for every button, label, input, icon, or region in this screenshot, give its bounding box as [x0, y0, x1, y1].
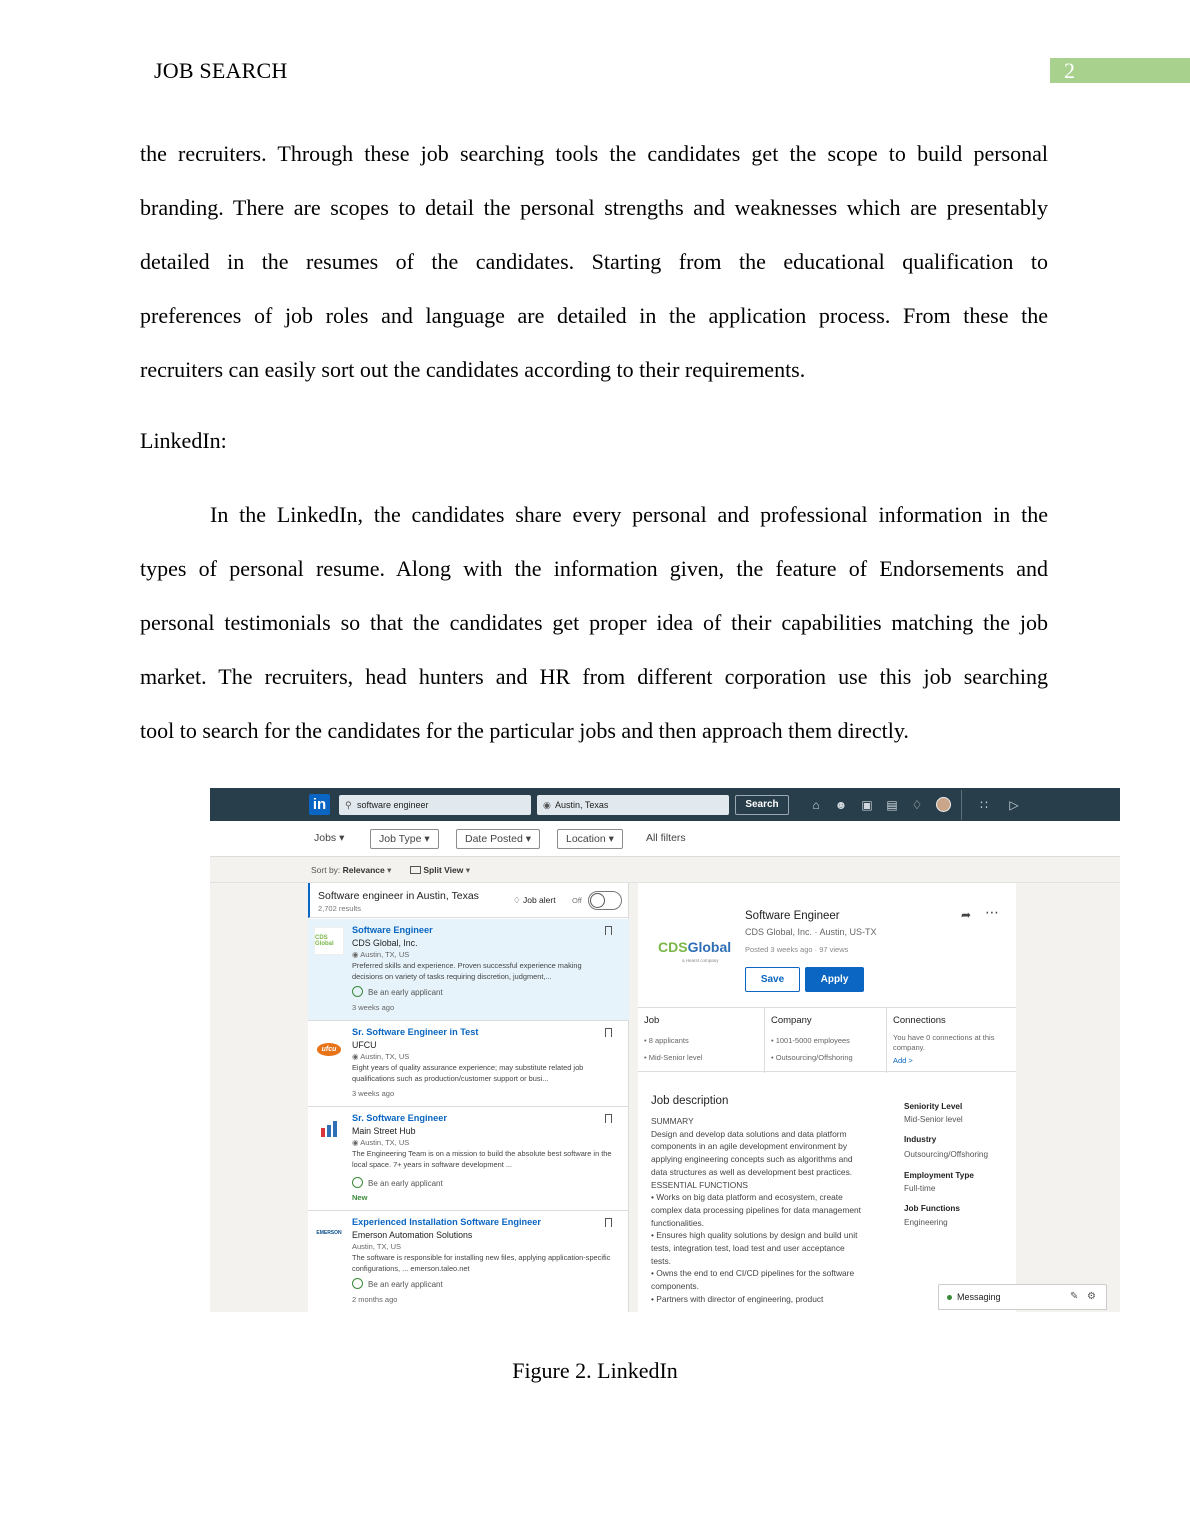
results-count: 2,702 results: [318, 904, 361, 913]
location-search-value: Austin, Texas: [555, 800, 609, 810]
date-posted-filter[interactable]: Date Posted ▾: [456, 829, 540, 849]
jd-line: Design and develop data solutions and data platform: [651, 1128, 847, 1139]
search-icon: ⚲: [345, 800, 352, 810]
connections-heading: Connections: [893, 1015, 946, 1026]
jd-line: components in an agile development environment by: [651, 1141, 848, 1152]
results-header: [308, 883, 629, 918]
nav-divider: [961, 790, 962, 820]
job-alert-state: Off: [572, 896, 582, 905]
job-location-text: Austin, TX, US: [360, 950, 410, 959]
paragraph-line: detailed in the resumes of the candidates. Starting from the educational qualification to: [140, 249, 1048, 274]
connections-text: You have 0 connections at this company.: [893, 1033, 995, 1052]
seniority-label: Seniority Level: [904, 1102, 963, 1111]
online-status-icon: [947, 1295, 952, 1300]
linkedin-top-nav: [210, 788, 1120, 821]
paragraph-line: recruiters can easily sort out the candidates according to their requirements.: [140, 357, 806, 382]
job-type-filter[interactable]: Job Type ▾: [370, 829, 439, 849]
results-list: [308, 883, 629, 1312]
detail-job-title: Software Engineer: [745, 910, 840, 922]
sort-value: Relevance: [342, 865, 385, 875]
location-pin-icon: ◉: [543, 800, 551, 810]
job-card[interactable]: [308, 1107, 629, 1211]
page-number: 2: [1064, 58, 1075, 83]
date-posted-label: Date Posted: [465, 833, 523, 845]
logo-subtext: a Hearst company: [682, 958, 719, 963]
job-title-link[interactable]: Experienced Installation Software Engineer: [352, 1217, 541, 1227]
company-insights-heading: Company: [771, 1015, 812, 1026]
jd-line: SUMMARY: [651, 1116, 694, 1126]
job-insights-heading: Job: [644, 1015, 660, 1026]
job-description-body: [651, 1115, 891, 1306]
compose-icon[interactable]: ✎: [1070, 1291, 1079, 1302]
settings-gear-icon[interactable]: ⚙: [1087, 1291, 1096, 1302]
job-insights-grid: [638, 1007, 1016, 1072]
job-posted-time: 3 weeks ago: [352, 1003, 395, 1012]
job-title-link[interactable]: Software Engineer: [352, 925, 433, 935]
sort-dropdown[interactable]: Sort by: Relevance ▾: [311, 865, 392, 875]
paragraph-line: personal testimonials so that the candidates get proper idea of their capabilities matching the job: [140, 610, 1048, 635]
bookmark-icon[interactable]: [605, 926, 612, 935]
job-company: Emerson Automation Solutions: [352, 1230, 473, 1240]
industry-value: Outsourcing/Offshoring: [904, 1150, 989, 1159]
early-applicant: [352, 986, 443, 997]
job-snippet: Preferred skills and experience. Proven successful experience making decisions on variety of tasks requiring discretion, judgment,...: [352, 961, 582, 981]
bookmark-icon[interactable]: [605, 1028, 612, 1037]
company-insights-col: [764, 1008, 886, 1073]
job-company: CDS Global, Inc.: [352, 938, 418, 948]
messaging-bar[interactable]: [938, 1284, 1107, 1310]
running-head: JOB SEARCH: [154, 58, 288, 83]
linkedin-logo[interactable]: in: [309, 794, 330, 815]
paragraph-line: the recruiters. Through these job searching tools the candidates get the scope to build personal: [140, 141, 1048, 166]
job-description-title: Job description: [651, 1095, 729, 1107]
detail-company-logo: [658, 939, 732, 965]
paragraph-line: preferences of job roles and language are detailed in the application process. From these the: [140, 303, 1048, 328]
figure-caption: Figure 2. LinkedIn: [512, 1358, 678, 1383]
network-icon[interactable]: ☻: [834, 798, 848, 812]
paragraph-line: In the LinkedIn, the candidates share every personal and professional information in the: [210, 502, 1048, 527]
job-functions-value: Engineering: [904, 1218, 948, 1227]
job-snippet: The software is responsible for installing new files, applying application-specific configurations, ... emerson.taleo.net: [352, 1253, 611, 1273]
bookmark-icon[interactable]: [605, 1218, 612, 1227]
job-snippet: The Engineering Team is on a mission to build the absolute best software in the local space. 7+ years in software development ...: [352, 1149, 612, 1169]
keyword-search-value: software engineer: [357, 800, 429, 810]
clock-icon: [352, 1278, 363, 1289]
job-insight-item: • Mid-Senior level: [644, 1053, 703, 1062]
toggle-knob: [590, 893, 605, 908]
jd-line: complex data processing pipelines for data management: [651, 1204, 861, 1215]
company-logo: [314, 1115, 344, 1143]
jd-line: • Works on big data platform and ecosystem, create: [651, 1192, 843, 1203]
early-applicant-text: Be an early applicant: [368, 1280, 443, 1289]
save-button[interactable]: Save: [745, 967, 800, 992]
split-view-icon: [410, 866, 421, 874]
company-logo: [314, 927, 344, 955]
view-dropdown[interactable]: Split View ▾: [410, 857, 470, 883]
jd-line: functionalities.: [651, 1217, 705, 1228]
job-alert-text: Job alert: [522, 895, 556, 905]
job-company: Main Street Hub: [352, 1126, 416, 1136]
results-title: Software engineer in Austin, Texas: [318, 890, 479, 902]
location-filter-label: Location: [566, 833, 606, 845]
page-number-box: [1050, 58, 1190, 83]
connections-col: [886, 1008, 1016, 1073]
keyword-search-input[interactable]: [339, 795, 531, 815]
home-icon[interactable]: ⌂: [812, 798, 820, 812]
sort-label: Sort by:: [311, 865, 341, 875]
search-button[interactable]: Search: [735, 795, 789, 815]
job-alert-label: ♢ Job alert: [513, 895, 556, 905]
industry-label: Industry: [904, 1135, 937, 1144]
early-applicant-text: Be an early applicant: [368, 1179, 443, 1188]
early-applicant-text: Be an early applicant: [368, 988, 443, 997]
sort-bar: [210, 857, 1120, 883]
all-filters-button[interactable]: All filters: [646, 832, 686, 844]
job-company: UFCU: [352, 1040, 377, 1050]
view-label: Split View: [423, 865, 464, 875]
job-location: ◉ Austin, TX, US: [352, 950, 410, 959]
share-icon[interactable]: ➦: [961, 908, 972, 922]
jobs-icon[interactable]: ▣: [861, 798, 873, 812]
employment-type-label: Employment Type: [904, 1171, 974, 1180]
jd-line: tests.: [651, 1255, 672, 1266]
seniority-value: Mid-Senior level: [904, 1115, 963, 1124]
logo-cds-text: CDS: [658, 939, 688, 955]
paragraph-line: tool to search for the candidates for the particular jobs and then approach them directly.: [140, 718, 909, 743]
jd-line: • Partners with director of engineering, product: [651, 1293, 824, 1304]
messaging-icon[interactable]: ▤: [886, 798, 898, 812]
more-options-icon[interactable]: ⋯: [985, 904, 1000, 920]
logo-global-text: Global: [687, 939, 732, 955]
company-insight-item: • Outsourcing/Offshoring: [771, 1053, 853, 1062]
section-heading: LinkedIn:: [140, 428, 227, 453]
job-posted-time: 2 months ago: [352, 1295, 398, 1304]
company-logo: [314, 1219, 344, 1247]
job-card[interactable]: [308, 1021, 629, 1107]
job-location-text: Austin, TX, US: [360, 1138, 410, 1147]
company-logo: [314, 1035, 344, 1063]
learning-icon[interactable]: ▷: [1009, 798, 1019, 812]
employment-type-value: Full-time: [904, 1184, 936, 1193]
job-posted-time: New: [352, 1193, 368, 1202]
job-detail-pane: [638, 883, 1016, 1312]
paragraph-line: types of personal resume. Along with the information given, the feature of Endorsements and: [140, 556, 1048, 581]
bar-chart-logo-icon: [320, 1121, 338, 1137]
jd-line: • Owns the end to end CI/CD pipelines for the software: [651, 1268, 855, 1279]
job-snippet: Eight years of quality assurance experience; may substitute related job qualifications such as production/customer support or busi...: [352, 1063, 584, 1083]
paragraph-line: branding. There are scopes to detail the personal strengths and weaknesses which are presentably: [140, 195, 1048, 220]
job-insight-item: • 8 applicants: [644, 1036, 689, 1045]
location-filter[interactable]: Location ▾: [557, 829, 623, 849]
job-location: ◉ Austin, TX, US: [352, 1138, 410, 1147]
filter-bar: [210, 821, 1120, 857]
company-logo-text: ufcu: [317, 1043, 342, 1056]
profile-avatar[interactable]: [936, 797, 951, 812]
job-location: ◉ Austin, TX, US: [352, 1052, 410, 1061]
paragraph-1: [140, 139, 1048, 409]
messaging-label: Messaging: [957, 1292, 1001, 1302]
job-alert-toggle[interactable]: [588, 891, 622, 910]
job-location: Austin, TX, US: [352, 1242, 402, 1251]
jd-line: tests, integration test, load test and user acceptance: [651, 1243, 845, 1254]
jd-line: ESSENTIAL FUNCTIONS: [651, 1179, 748, 1190]
clock-icon: [352, 1177, 363, 1188]
company-logo-text: EMERSON: [316, 1230, 342, 1236]
job-type-label: Job Type: [379, 833, 422, 845]
early-applicant: [352, 1177, 443, 1188]
job-card[interactable]: [308, 919, 629, 1021]
detail-company-line: CDS Global, Inc. · Austin, US-TX: [745, 927, 877, 937]
job-functions-label: Job Functions: [904, 1204, 960, 1213]
jd-line: data structures as well as development best practices.: [651, 1166, 853, 1177]
early-applicant: [352, 1278, 443, 1289]
jobs-dropdown[interactable]: Jobs ▾: [314, 832, 345, 844]
job-card[interactable]: [308, 1211, 629, 1312]
company-insight-item: • 1001-5000 employees: [771, 1036, 850, 1045]
jd-line: • Ensures high quality solutions by design and build unit: [651, 1230, 858, 1241]
linkedin-screenshot: [210, 788, 1120, 1312]
jobs-dropdown-label: Jobs: [314, 832, 337, 844]
detail-posted: Posted 3 weeks ago · 97 views: [745, 945, 849, 954]
company-logo-text: CDS Global: [315, 935, 334, 947]
apply-button[interactable]: Apply: [805, 967, 864, 992]
job-title-link[interactable]: Sr. Software Engineer: [352, 1113, 447, 1123]
bookmark-icon[interactable]: [605, 1114, 612, 1123]
job-posted-time: 3 weeks ago: [352, 1089, 395, 1098]
location-search-input[interactable]: [537, 795, 729, 815]
job-location-text: Austin, TX, US: [360, 1052, 410, 1061]
jd-line: components.: [651, 1281, 699, 1292]
paragraph-line: market. The recruiters, head hunters and HR from different corporation use this job searching: [140, 664, 1048, 689]
jd-line: applying engineering concepts such as algorithms and: [651, 1154, 853, 1165]
notifications-icon[interactable]: ♢: [911, 798, 923, 812]
clock-icon: [352, 986, 363, 997]
apps-grid-icon[interactable]: ∷: [980, 798, 988, 812]
job-insights-col: [638, 1008, 764, 1073]
job-title-link[interactable]: Sr. Software Engineer in Test: [352, 1027, 479, 1037]
add-connections-link[interactable]: Add >: [893, 1056, 913, 1065]
paragraph-2: [140, 500, 1048, 770]
